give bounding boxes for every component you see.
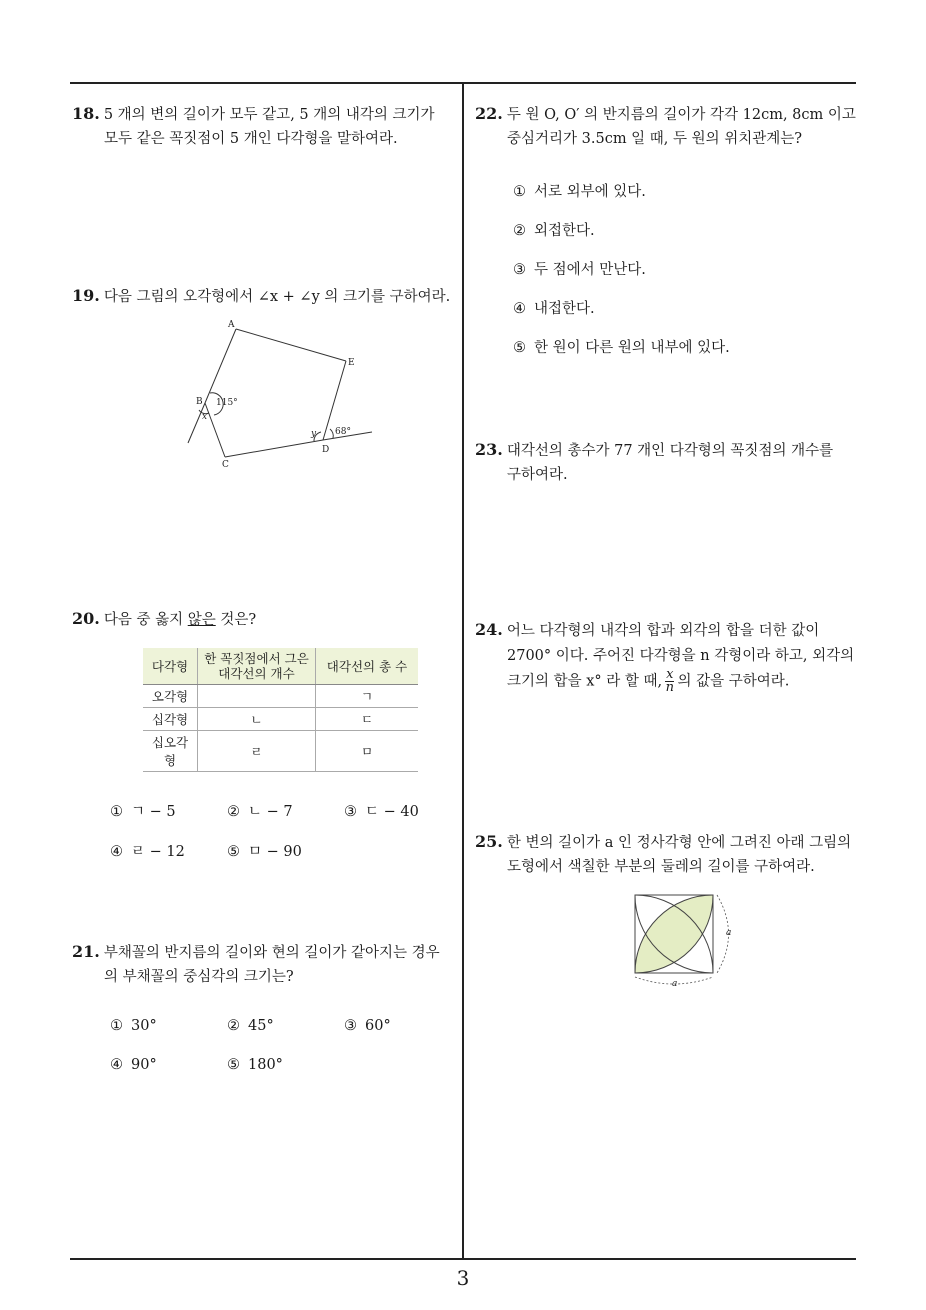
table-cell: ㄴ <box>198 708 316 731</box>
bottom-rule <box>70 1258 856 1260</box>
choice-text: ㄴ − 7 <box>248 804 293 820</box>
label-A: A <box>228 320 235 330</box>
choice-text: ㄷ − 40 <box>365 804 419 820</box>
question-text: 모두 같은 꼭짓점이 5 개인 다각형을 말하여라. <box>104 131 398 147</box>
label-E: E <box>348 358 355 368</box>
choice-text: ㄹ − 12 <box>131 844 185 860</box>
question-text: 의 값을 구하여라. <box>677 673 790 690</box>
table-cell: 오각형 <box>143 685 198 708</box>
side-label-a: a <box>726 928 732 938</box>
choice-text: 45° <box>248 1018 274 1034</box>
table-header: 다각형 <box>143 648 198 685</box>
table-cell: ㄱ <box>316 685 419 708</box>
choice-4[interactable] <box>110 840 185 861</box>
choice-1[interactable] <box>110 1018 157 1034</box>
table-row <box>143 685 418 708</box>
question-number: 24. <box>475 620 503 639</box>
label-D: D <box>322 445 330 455</box>
choice-marker: ② <box>227 1018 240 1034</box>
question-text: 의 부채꼴의 중심각의 크기는? <box>104 969 294 985</box>
question-text: 한 변의 길이가 a 인 정사각형 안에 그려진 아래 그림의 <box>506 835 852 851</box>
question-text: 대각선의 총수가 77 개인 다각형의 꼭짓점의 개수를 <box>506 443 834 459</box>
choice-marker: ③ <box>344 804 357 820</box>
choice-5[interactable] <box>227 1057 283 1073</box>
question-25 <box>475 830 860 879</box>
choice-marker: ④ <box>513 301 526 317</box>
question-number: 19. <box>72 286 100 305</box>
table-cell: 십각형 <box>143 708 198 731</box>
choice-2[interactable] <box>227 800 293 821</box>
choice-1[interactable] <box>513 180 646 201</box>
choice-marker: ④ <box>110 844 123 860</box>
table-cell: ㅁ <box>316 731 419 772</box>
angle-68: 68° <box>335 427 351 437</box>
table-cell: ㄷ <box>316 708 419 731</box>
choice-text: 내접한다. <box>534 301 595 317</box>
question-text: 2700° 이다. 주어진 다각형을 n 각형이라 하고, 외각의 <box>507 648 855 664</box>
page-number: 3 <box>456 1266 470 1290</box>
choice-5[interactable] <box>227 840 302 861</box>
fraction <box>665 669 674 694</box>
label-C: C <box>222 460 229 470</box>
table-cell: ㄹ <box>198 731 316 772</box>
choice-text: 180° <box>248 1057 283 1073</box>
question-text: 중심거리가 3.5cm 일 때, 두 원의 위치관계는? <box>507 131 803 147</box>
table-header-row <box>143 648 418 685</box>
bottom-label-a: a <box>672 979 678 989</box>
table-row <box>143 708 418 731</box>
choice-marker: ① <box>110 804 123 820</box>
question-23 <box>475 438 860 487</box>
choice-text: 60° <box>365 1018 391 1034</box>
choice-2[interactable] <box>513 219 595 240</box>
table-cell <box>198 685 316 708</box>
choice-text: 한 원이 다른 원의 내부에 있다. <box>534 340 730 356</box>
question-text: 두 원 O, O′ 의 반지름의 길이가 각각 12cm, 8cm 이고 <box>506 107 856 123</box>
diagonal-table <box>143 648 418 772</box>
choice-text: 90° <box>131 1057 157 1073</box>
question-24 <box>475 617 860 695</box>
question-text: 다음 중 옳지 <box>103 612 188 628</box>
choice-marker: ④ <box>110 1057 123 1073</box>
choice-4[interactable] <box>110 1057 157 1073</box>
choice-5[interactable] <box>513 336 730 357</box>
choice-3[interactable] <box>344 800 419 821</box>
question-number: 21. <box>72 942 100 961</box>
choice-3[interactable] <box>513 258 646 279</box>
table-row <box>143 731 418 772</box>
question-text: 어느 다각형의 내각의 합과 외각의 합을 더한 값이 <box>506 623 820 639</box>
choice-marker: ⑤ <box>227 1057 240 1073</box>
question-number: 25. <box>475 832 503 851</box>
choice-marker: ① <box>513 184 526 200</box>
choice-1[interactable] <box>110 800 176 821</box>
column-divider <box>462 82 464 1260</box>
angle-115: 115° <box>216 398 238 408</box>
underlined-word: 않은 <box>187 612 216 628</box>
choice-2[interactable] <box>227 1018 274 1034</box>
choice-marker: ③ <box>513 262 526 278</box>
question-text: 크기의 합을 x° 라 할 때, <box>507 673 663 690</box>
question-number: 22. <box>475 104 503 123</box>
question-21 <box>72 940 457 989</box>
table-cell: 십오각형 <box>143 731 198 772</box>
choice-marker: ③ <box>344 1018 357 1034</box>
angle-y: y <box>311 429 317 439</box>
choice-marker: ⑤ <box>227 844 240 860</box>
question-number: 23. <box>475 440 503 459</box>
choice-text: 두 점에서 만난다. <box>534 262 646 278</box>
label-B: B <box>196 397 203 407</box>
fraction-numerator: x <box>666 667 674 682</box>
choice-text: 30° <box>131 1018 157 1034</box>
choice-text: ㄱ − 5 <box>131 804 176 820</box>
table-header: 대각선의 총 수 <box>316 648 419 685</box>
table-header: 한 꼭짓점에서 그은 대각선의 개수 <box>198 648 316 685</box>
choice-marker: ① <box>110 1018 123 1034</box>
question-20 <box>72 607 457 632</box>
question-19 <box>72 284 457 309</box>
choice-3[interactable] <box>344 1018 391 1034</box>
choice-marker: ⑤ <box>513 340 526 356</box>
choice-text: 서로 외부에 있다. <box>534 184 646 200</box>
choice-text: ㅁ − 90 <box>248 844 302 860</box>
question-text: 다음 그림의 오각형에서 ∠x + ∠y 의 크기를 구하여라. <box>103 289 451 305</box>
question-text: 구하여라. <box>507 467 568 483</box>
question-text: 도형에서 색칠한 부분의 둘레의 길이를 구하여라. <box>507 859 815 875</box>
angle-x: x <box>202 412 208 422</box>
question-22 <box>475 102 860 151</box>
fraction-denominator: n <box>665 680 674 695</box>
choice-marker: ② <box>227 804 240 820</box>
question-number: 20. <box>72 609 100 628</box>
square-arcs-figure <box>625 885 745 990</box>
question-text-end: 것은? <box>215 612 257 628</box>
choice-text: 외접한다. <box>534 223 595 239</box>
choice-marker: ② <box>513 223 526 239</box>
pentagon-figure <box>180 315 380 475</box>
choice-4[interactable] <box>513 297 595 318</box>
question-number: 18. <box>72 104 100 123</box>
question-18 <box>72 102 457 151</box>
question-text: 5 개의 변의 길이가 모두 같고, 5 개의 내각의 크기가 <box>103 107 435 123</box>
question-text: 부채꼴의 반지름의 길이와 현의 길이가 같아지는 경우 <box>103 945 440 961</box>
